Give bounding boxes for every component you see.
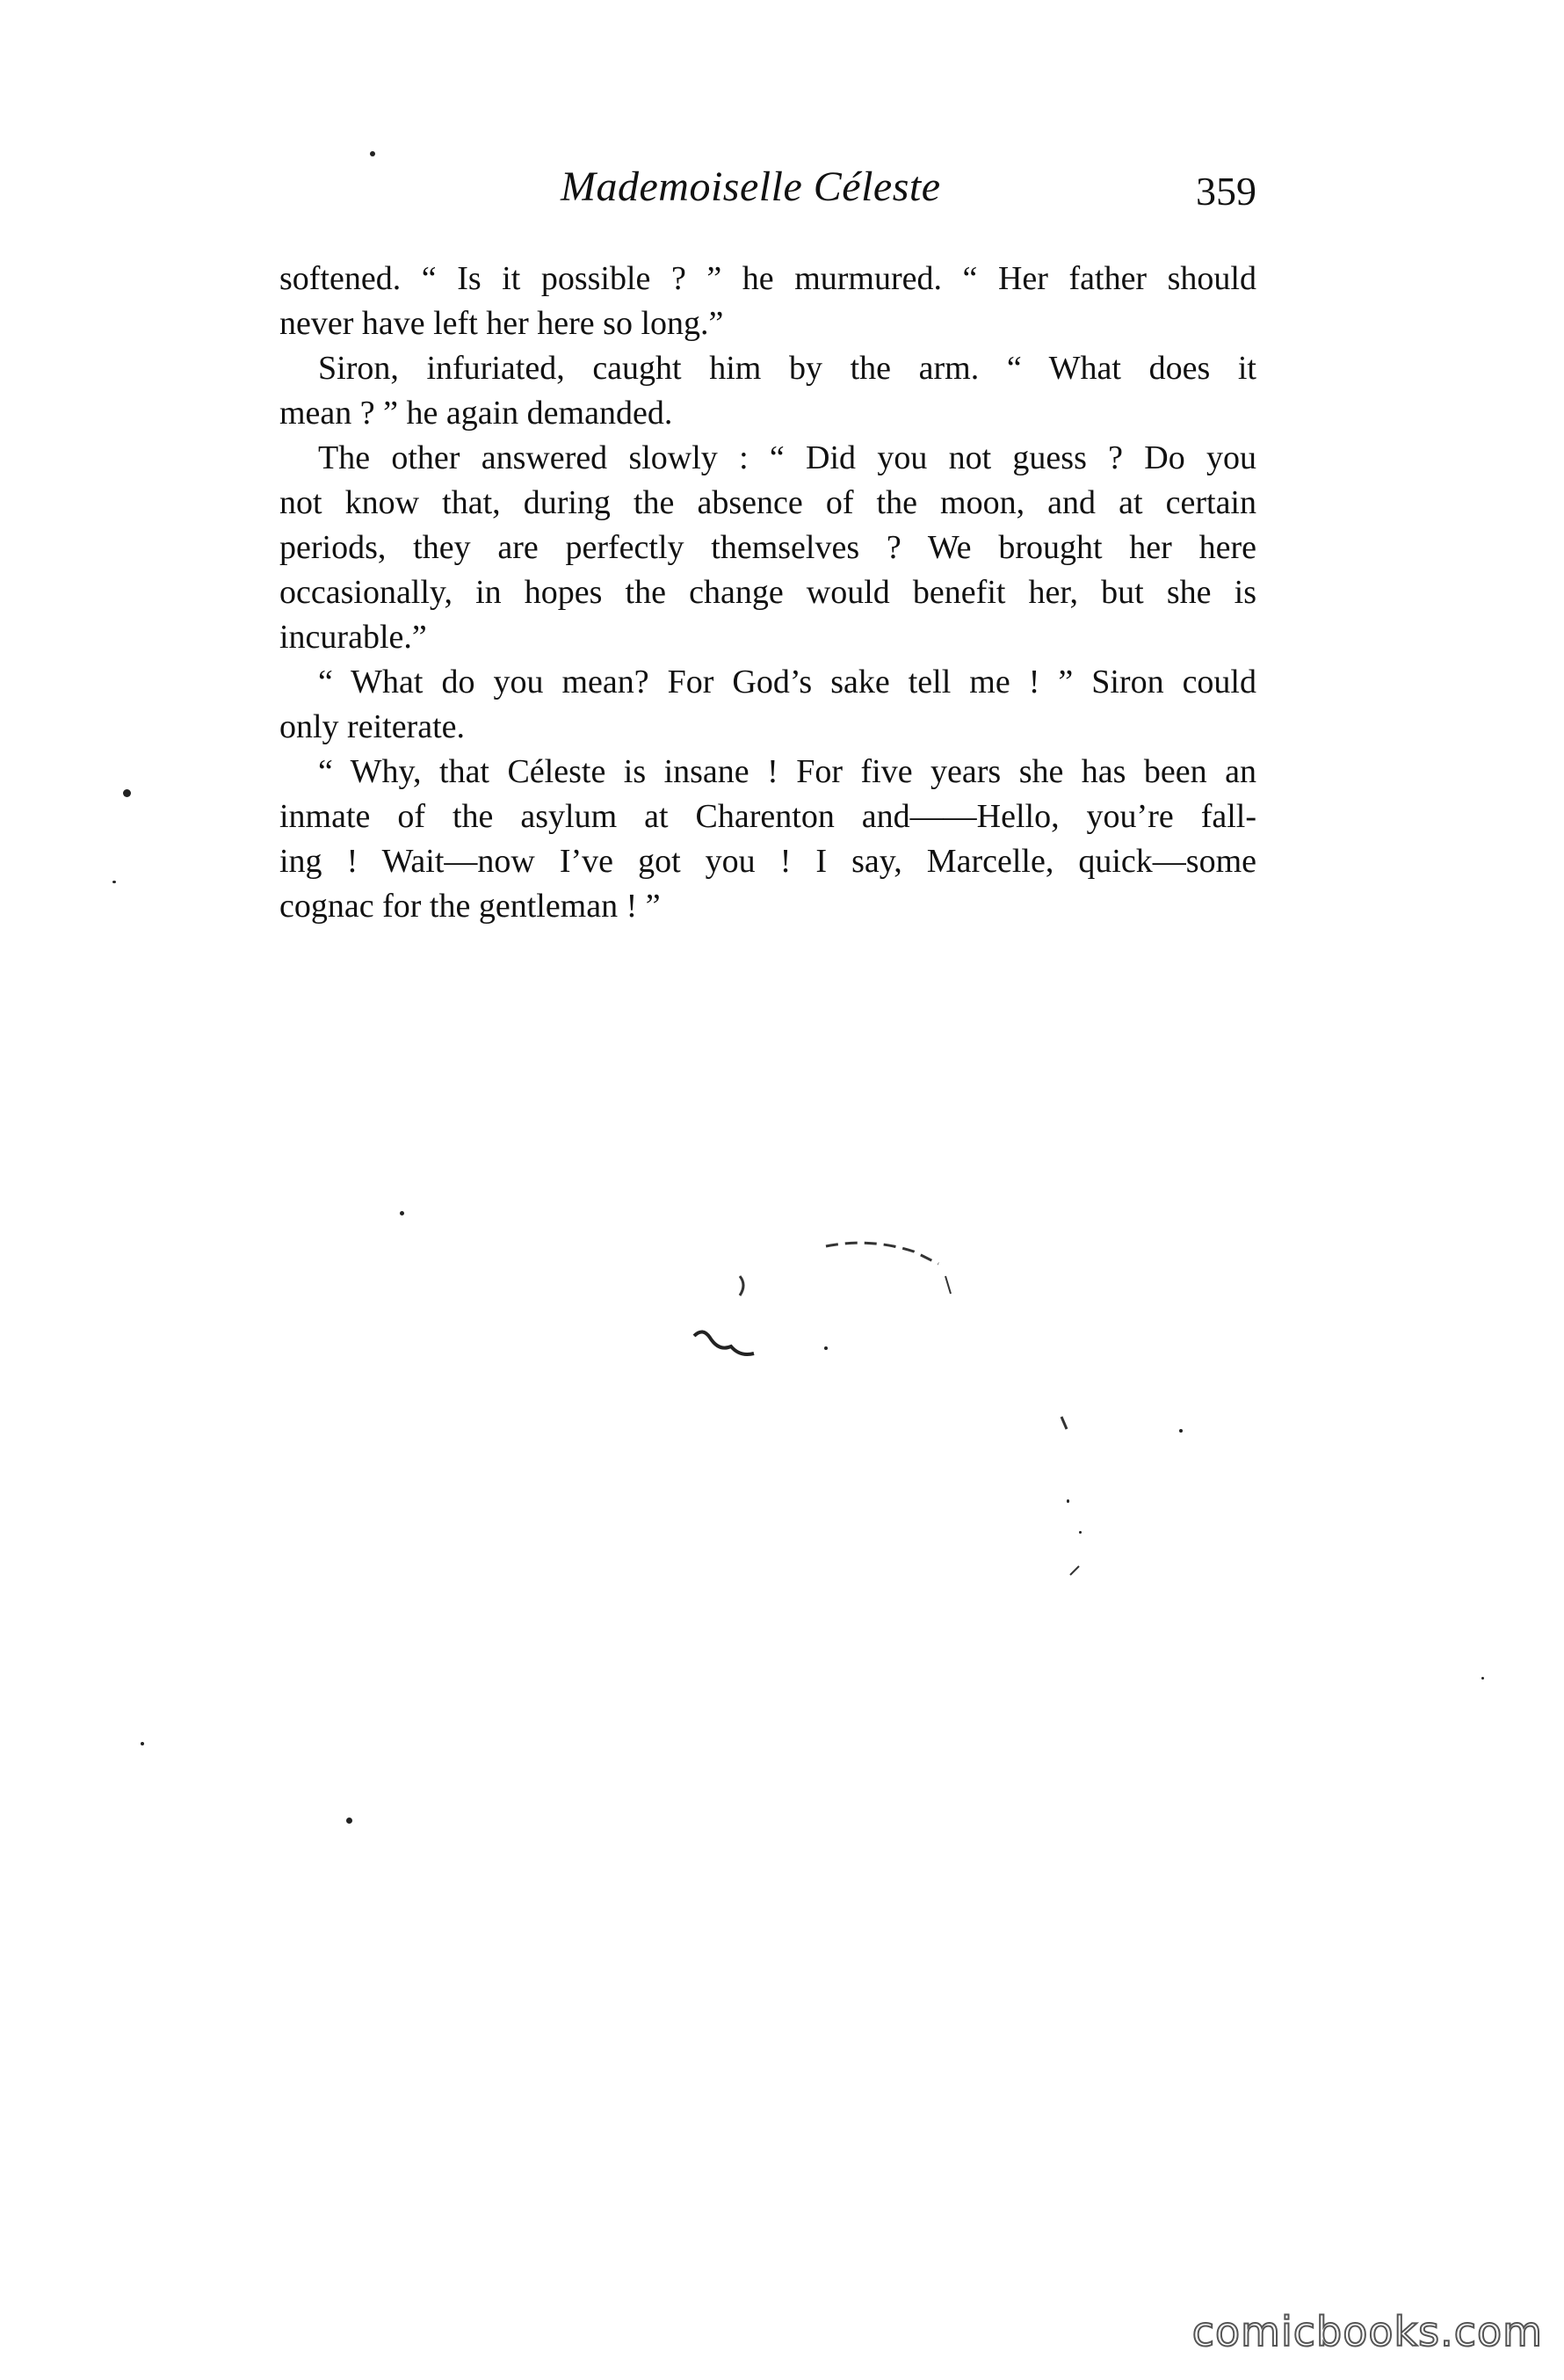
text-line: only reiterate. [279, 708, 466, 745]
text-line: “ What do you mean? For God’s sake tell me ! ” Siron could [318, 664, 1256, 700]
text-line: periods, they are perfectly themselves ? We brought her here [279, 529, 1256, 566]
speck [400, 1211, 404, 1215]
speck [346, 1818, 352, 1824]
speck [370, 151, 375, 156]
running-title: Mademoiselle Céleste [561, 163, 941, 210]
text-line: “ Why, that Céleste is insane ! For five years she has been an [318, 753, 1256, 790]
speck [141, 1742, 144, 1745]
running-head [279, 163, 1256, 233]
text-line: softened. “ Is it possible ? ” he murmured. “ Her father should [279, 260, 1256, 297]
text-line: incurable.” [279, 619, 427, 656]
speck [1481, 1677, 1484, 1680]
text-line: The other answered slowly : “ Did you not guess ? Do you [318, 439, 1256, 476]
text-line: ing ! Wait—now I’ve got you ! I say, Marcelle, quick—some [279, 843, 1256, 880]
text-line: not know that, during the absence of the moon, and at certain [279, 484, 1256, 521]
speck [824, 1346, 828, 1350]
text-line: cognac for the gentleman ! ” [279, 888, 661, 925]
speck [1067, 1499, 1069, 1503]
speck [112, 881, 116, 883]
text-line: never have left her here so long.” [279, 305, 724, 342]
speck [123, 789, 131, 797]
watermark-logo: comicbooks.com [1191, 2308, 1543, 2355]
speck [1179, 1429, 1183, 1433]
text-line: inmate of the asylum at Charenton and——Hello, you’re fall- [279, 798, 1256, 835]
speck [1079, 1531, 1082, 1534]
body-text [279, 257, 1256, 929]
text-line: mean ? ” he again demanded. [279, 395, 673, 432]
page-number: 359 [1196, 169, 1256, 214]
text-line: occasionally, in hopes the change would benefit her, but she is [279, 574, 1256, 611]
text-line: Siron, infuriated, caught him by the arm. “ What does it [318, 350, 1256, 387]
